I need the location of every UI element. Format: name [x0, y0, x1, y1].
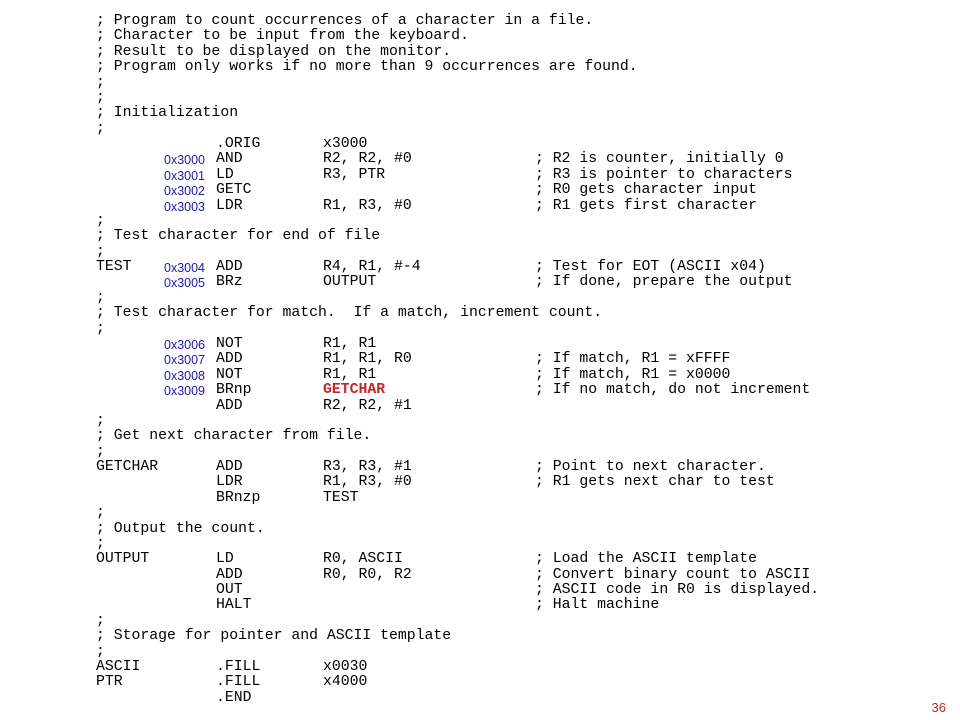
comment-line-row [0, 505, 960, 521]
memory-address: 0x3007 [164, 353, 206, 368]
comment-line-row [0, 228, 960, 244]
memory-address: 0x3006 [164, 337, 206, 352]
opcode: LD [216, 551, 234, 568]
code-line-row [0, 398, 960, 414]
operands: TEST [323, 489, 359, 506]
inline-comment: ; R2 is counter, initially 0 [535, 151, 784, 168]
full-line-comment: ; Initialization [96, 105, 239, 122]
operands: R3, R3, #1 [323, 459, 412, 476]
page-number: 36 [931, 700, 946, 715]
memory-address: 0x3008 [164, 368, 206, 383]
code-line-row [0, 659, 960, 675]
full-line-comment: ; [96, 120, 105, 137]
opcode: ADD [216, 397, 243, 414]
comment-line-row [0, 644, 960, 660]
opcode: AND [216, 151, 243, 168]
operands: R1, R1 [323, 366, 377, 383]
opcode: ADD [216, 259, 243, 276]
operands: R3, PTR [323, 166, 386, 183]
code-line-row [0, 551, 960, 567]
inline-comment: ; Load the ASCII template [535, 551, 757, 568]
code-line-row [0, 474, 960, 490]
inline-comment: ; If no match, do not increment [535, 382, 811, 399]
inline-comment: ; R1 gets first character [535, 197, 757, 214]
full-line-comment: ; Program only works if no more than 9 occurrences are found. [96, 59, 638, 76]
full-line-comment: ; Test character for match. If a match, increment count. [96, 305, 603, 322]
comment-line-row [0, 290, 960, 306]
full-line-comment: ; Character to be input from the keyboard. [96, 28, 469, 45]
code-line-row [0, 336, 960, 352]
full-line-comment: ; Program to count occurrences of a character in a file. [96, 13, 594, 29]
code-line-row [0, 459, 960, 475]
full-line-comment: ; [96, 212, 105, 229]
opcode: NOT [216, 335, 243, 352]
comment-line-row [0, 321, 960, 337]
code-line-row [0, 351, 960, 367]
full-line-comment: ; Output the count. [96, 520, 265, 537]
opcode: .FILL [216, 674, 261, 691]
inline-comment: ; R3 is pointer to characters [535, 166, 793, 183]
code-line-row [0, 151, 960, 167]
inline-comment: ; If match, R1 = x0000 [535, 366, 731, 383]
comment-line-row [0, 59, 960, 75]
comment-line-row [0, 213, 960, 229]
opcode: LD [216, 166, 234, 183]
opcode: BRnzp [216, 489, 261, 506]
full-line-comment: ; [96, 505, 105, 522]
comment-line-row [0, 13, 960, 29]
comment-line-row [0, 628, 960, 644]
comment-line-row [0, 75, 960, 91]
inline-comment: ; Halt machine [535, 597, 660, 614]
line-label: OUTPUT [96, 551, 150, 568]
full-line-comment: ; Test character for end of file [96, 228, 381, 245]
opcode: HALT [216, 597, 252, 614]
full-line-comment: ; Result to be displayed on the monitor. [96, 43, 452, 60]
line-label: GETCHAR [96, 459, 159, 476]
operands: R2, R2, #0 [323, 151, 412, 168]
opcode: ADD [216, 459, 243, 476]
opcode: BRnp [216, 382, 252, 399]
inline-comment: ; If match, R1 = xFFFF [535, 351, 731, 368]
opcode: OUT [216, 582, 243, 599]
operands: x0030 [323, 658, 368, 675]
comment-line-row [0, 613, 960, 629]
comment-line-row [0, 90, 960, 106]
code-line-row [0, 182, 960, 198]
full-line-comment: ; [96, 443, 105, 460]
code-line-row [0, 198, 960, 214]
inline-comment: ; Test for EOT (ASCII x04) [535, 259, 766, 276]
memory-address: 0x3002 [164, 184, 206, 199]
full-line-comment: ; Get next character from file. [96, 428, 372, 445]
opcode: LDR [216, 197, 243, 214]
comment-line-row [0, 413, 960, 429]
code-line-row [0, 259, 960, 275]
code-line-row [0, 136, 960, 152]
comment-line-row [0, 28, 960, 44]
code-line-row [0, 597, 960, 613]
memory-address: 0x3000 [164, 153, 206, 168]
full-line-comment: ; [96, 643, 105, 660]
inline-comment: ; R1 gets next char to test [535, 474, 775, 491]
full-line-comment: ; [96, 89, 105, 106]
operands: R1, R1, R0 [323, 351, 412, 368]
operands: GETCHAR [323, 382, 386, 399]
line-label: TEST [96, 259, 132, 276]
full-line-comment: ; [96, 320, 105, 337]
opcode: .END [216, 689, 252, 706]
memory-address: 0x3001 [164, 168, 206, 183]
opcode: ADD [216, 566, 243, 583]
comment-line-row [0, 121, 960, 137]
operands: x4000 [323, 674, 368, 691]
full-line-comment: ; [96, 289, 105, 306]
opcode: .FILL [216, 658, 261, 675]
full-line-comment: ; [96, 243, 105, 260]
code-line-row [0, 582, 960, 598]
opcode: GETC [216, 182, 252, 199]
inline-comment: ; Convert binary count to ASCII [535, 566, 811, 583]
memory-address: 0x3009 [164, 384, 206, 399]
code-line-row [0, 490, 960, 506]
memory-address: 0x3005 [164, 276, 206, 291]
code-line-row [0, 167, 960, 183]
comment-line-row [0, 521, 960, 537]
code-line-row [0, 674, 960, 690]
operands: x3000 [323, 136, 368, 153]
comment-line-row [0, 444, 960, 460]
comment-line-row [0, 105, 960, 121]
code-line-row [0, 382, 960, 398]
opcode: ADD [216, 351, 243, 368]
inline-comment: ; Point to next character. [535, 459, 766, 476]
opcode: BRz [216, 274, 243, 291]
opcode: .ORIG [216, 136, 261, 153]
operands: R1, R3, #0 [323, 197, 412, 214]
full-line-comment: ; [96, 412, 105, 429]
inline-comment: ; If done, prepare the output [535, 274, 793, 291]
operands: R0, R0, R2 [323, 566, 412, 583]
comment-line-row [0, 305, 960, 321]
comment-line-row [0, 244, 960, 260]
operands: R0, ASCII [323, 551, 403, 568]
opcode: NOT [216, 366, 243, 383]
operands: R4, R1, #-4 [323, 259, 421, 276]
full-line-comment: ; [96, 535, 105, 552]
full-line-comment: ; [96, 74, 105, 91]
code-line-row [0, 567, 960, 583]
comment-line-row [0, 536, 960, 552]
line-label: ASCII [96, 658, 141, 675]
operands: R2, R2, #1 [323, 397, 412, 414]
memory-address: 0x3003 [164, 199, 206, 214]
inline-comment: ; ASCII code in R0 is displayed. [535, 582, 820, 599]
opcode: LDR [216, 474, 243, 491]
line-label: PTR [96, 674, 123, 691]
operands: R1, R1 [323, 335, 377, 352]
code-line-row [0, 274, 960, 290]
full-line-comment: ; Storage for pointer and ASCII template [96, 628, 452, 645]
operands: OUTPUT [323, 274, 377, 291]
memory-address: 0x3004 [164, 261, 206, 276]
operands: R1, R3, #0 [323, 474, 412, 491]
code-line-row [0, 367, 960, 383]
code-line-row [0, 690, 960, 706]
comment-line-row [0, 44, 960, 60]
full-line-comment: ; [96, 612, 105, 629]
comment-line-row [0, 428, 960, 444]
inline-comment: ; R0 gets character input [535, 182, 757, 199]
